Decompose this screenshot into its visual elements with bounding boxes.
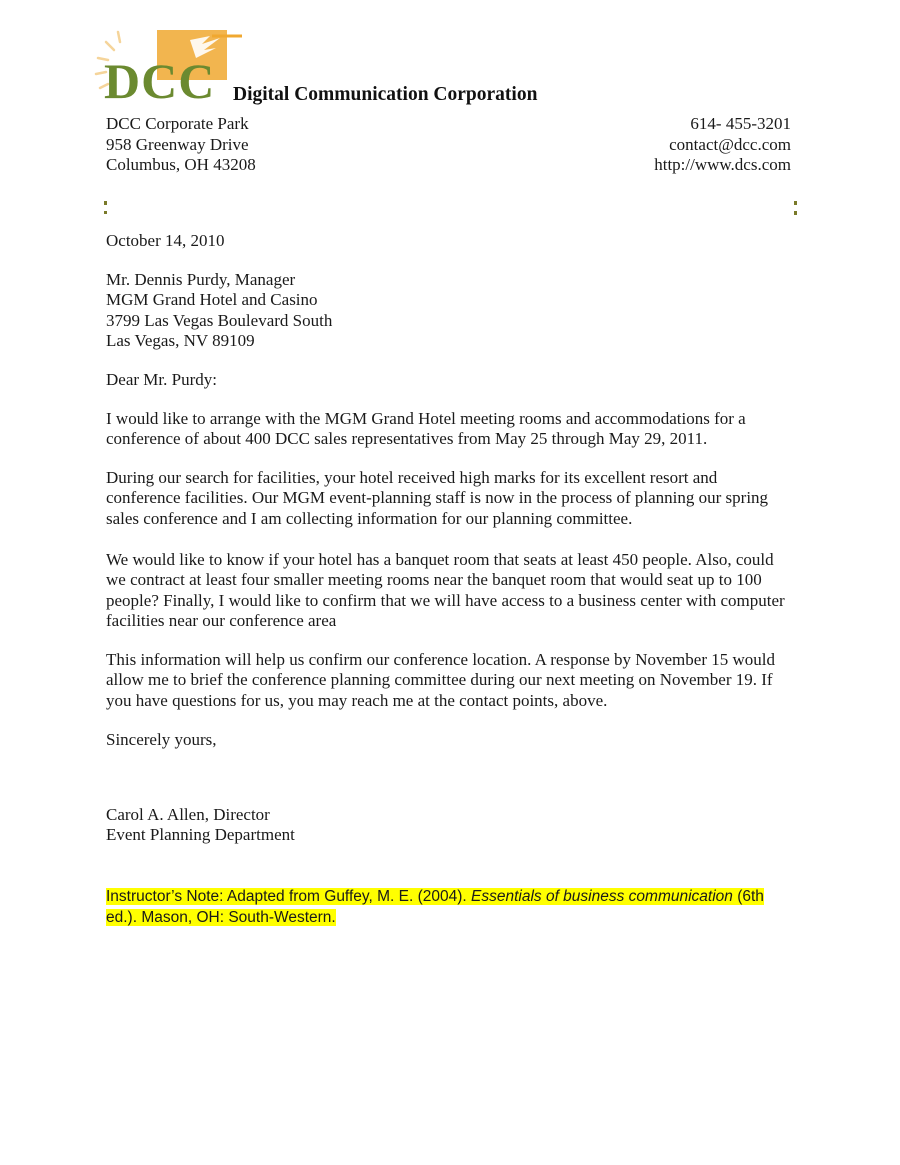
email-address: contact@dcc.com (669, 134, 791, 154)
signature-block (106, 805, 796, 846)
letter-date: October 14, 2010 (106, 231, 225, 250)
body-paragraph: We would like to know if your hotel has a banquet room that seats at least 450 people. Also, could we contract at least four smaller meeting rooms near the banquet room that would seat up to 100 people? Finally, I would like to confirm that we will have access to a business center with computer facilities near our conference area (106, 550, 785, 630)
header-rule-left (104, 211, 107, 214)
address-line: DCC Corporate Park (106, 114, 249, 133)
recipient-line: 3799 Las Vegas Boulevard South (106, 310, 333, 330)
note-suffix: (6th ed.). Mason, OH: South-Western. (106, 888, 764, 926)
closing: Sincerely yours, (106, 730, 217, 749)
company-name: Digital Communication Corporation (233, 84, 538, 105)
signature-line: Event Planning Department (106, 825, 295, 845)
body-paragraph: I would like to arrange with the MGM Grand Hotel meeting rooms and accommodations for a conference of about 400 DCC sales representatives from May 25 through May 29, 2011. (106, 409, 746, 449)
header-rule-right (794, 211, 797, 215)
address-line: 958 Greenway Drive (106, 134, 249, 154)
company-contact (654, 114, 791, 176)
instructor-note (106, 886, 796, 928)
website-url: http://www.dcs.com (654, 155, 791, 174)
salutation: Dear Mr. Purdy: (106, 370, 217, 389)
body-paragraph: During our search for facilities, your hotel received high marks for its excellent resort and conference facilities. Our MGM event-planning staff is now in the process of planning our spring sales conference and I am collecting information for our planning committee. (106, 468, 769, 528)
note-prefix: Instructor’s Note: Adapted from Guffey, M. E. (2004). (106, 888, 471, 905)
company-address (106, 114, 256, 176)
logo-text: DCC (104, 53, 216, 109)
address-line: Columbus, OH 43208 (106, 155, 256, 174)
header-rule-left (104, 201, 107, 205)
phone-number: 614- 455-3201 (690, 114, 791, 133)
recipient-line: MGM Grand Hotel and Casino (106, 290, 318, 310)
recipient-line: Las Vegas, NV 89109 (106, 330, 255, 350)
body-paragraph: This information will help us confirm our conference location. A response by November 15 would allow me to brief the conference planning committee during our next meeting on November 19. If you have questions for us, you may reach me at the contact points, above. (106, 650, 775, 710)
recipient-line: Mr. Dennis Purdy, Manager (106, 270, 296, 289)
header-rule-right (794, 201, 797, 205)
signature-line: Carol A. Allen, Director (106, 805, 270, 824)
note-book-title: Essentials of business communication (471, 888, 733, 905)
recipient-address (106, 270, 796, 351)
